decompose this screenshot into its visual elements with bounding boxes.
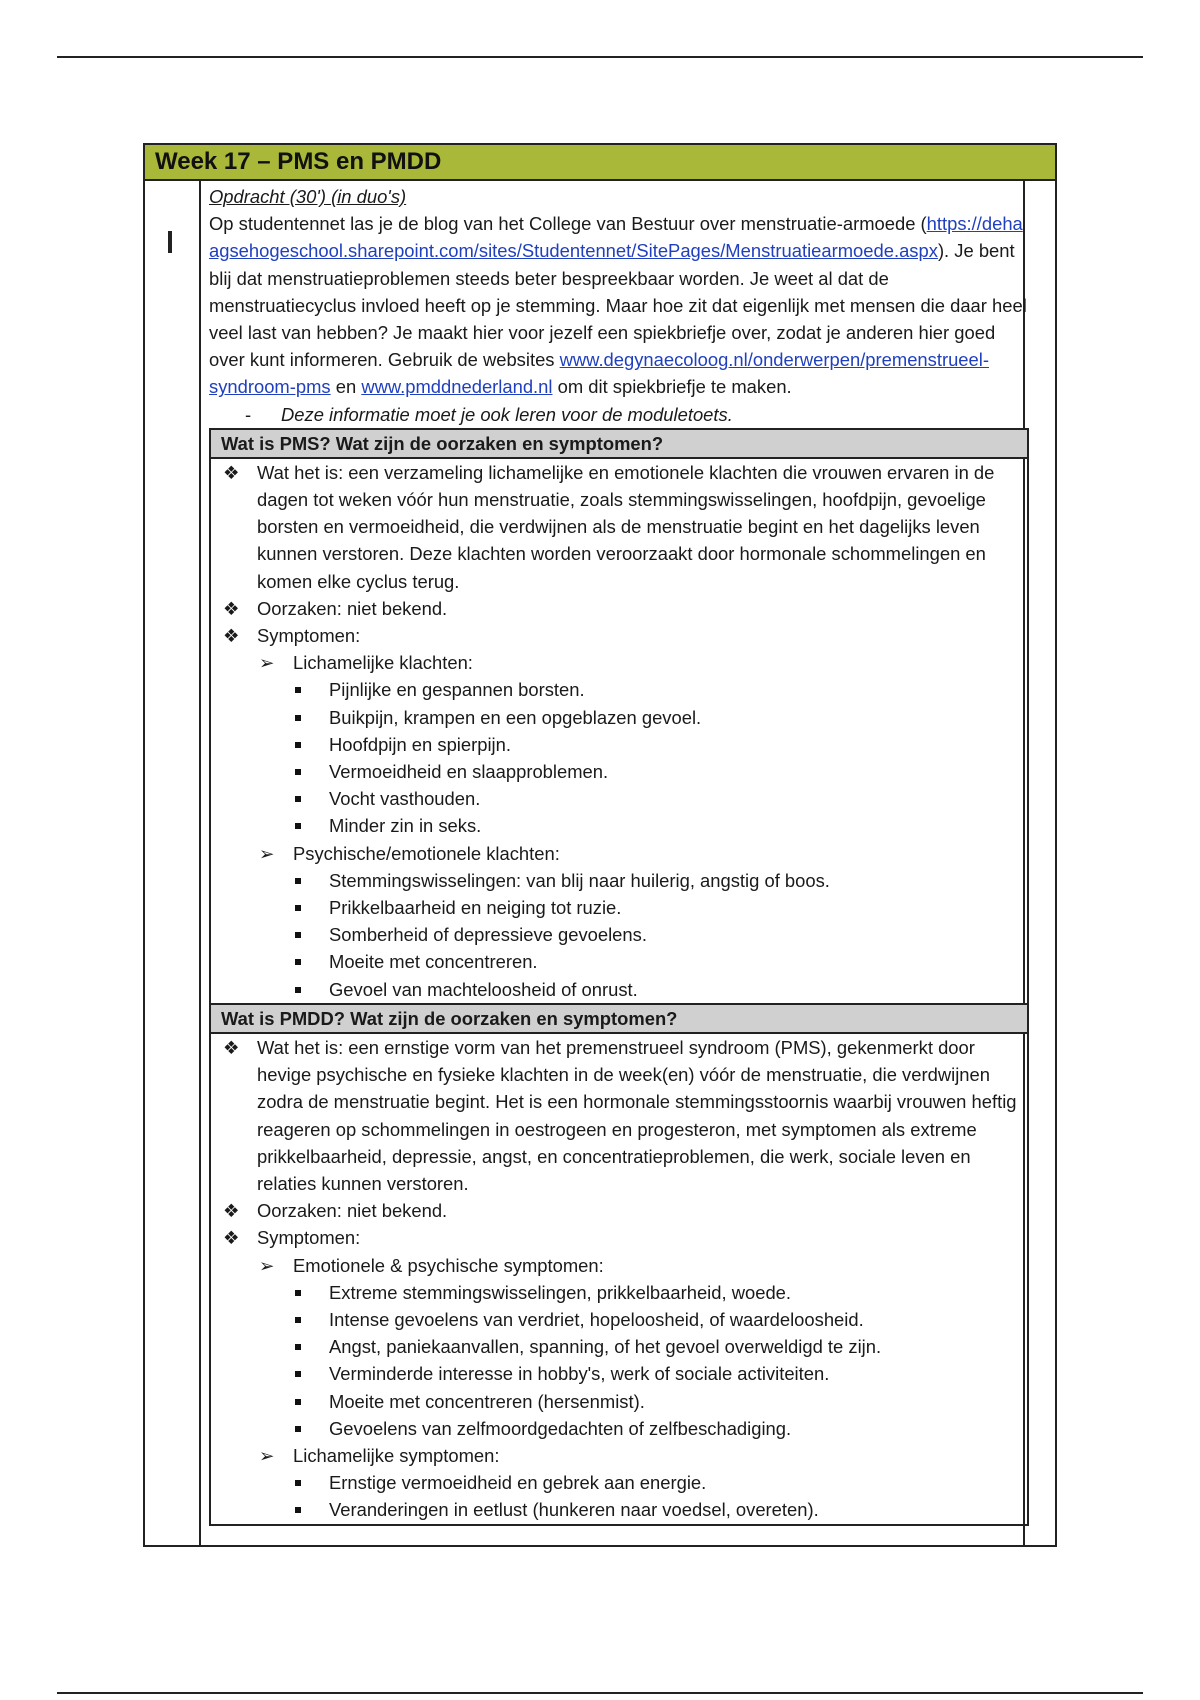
- list-item: [211, 894, 1027, 921]
- square-bullet-icon: [295, 742, 301, 748]
- pms-physical-item: Minder zin in seks.: [329, 815, 482, 837]
- list-item: [211, 840, 1027, 867]
- arrow-bullet-icon: ➢: [259, 842, 275, 864]
- list-item: [211, 1442, 1027, 1469]
- list-item: [211, 1279, 1027, 1306]
- intro-text-4: om dit spiekbriefje te maken.: [552, 376, 792, 398]
- pmdd-physical-item: Veranderingen in eetlust (hunkeren naar voedsel, overeten).: [329, 1499, 819, 1521]
- list-item: [211, 622, 1027, 649]
- diamond-bullet-icon: ❖: [223, 625, 240, 647]
- pms-psychic-item: Somberheid of depressieve gevoelens.: [329, 924, 647, 946]
- list-item: [211, 1360, 1027, 1387]
- list-item: [211, 1252, 1027, 1279]
- list-item: [211, 812, 1027, 839]
- pms-body: [211, 459, 1027, 1003]
- list-item: [211, 976, 1027, 1003]
- list-item: [211, 459, 1027, 595]
- pms-psychic-item: Moeite met concentreren.: [329, 951, 538, 973]
- list-item: [211, 1469, 1027, 1496]
- list-item: [211, 1034, 1027, 1197]
- intro-text-2: ). Je bent blij dat menstruatieproblemen steeds beter bespreekbaar worden. Je weet al dat de menstruatiecyclus invloed heeft op je stemming. Maar hoe zit dat eigenlijk met mensen die daar heel veel last van hebben? Je maakt hier voor jezelf een spiekbriefje over, zodat je anderen hier goed over kunt informeren. Gebruik de websites: [209, 240, 1027, 371]
- square-bullet-icon: [295, 715, 301, 721]
- square-bullet-icon: [295, 769, 301, 775]
- column-divider-left: [199, 181, 201, 1545]
- header-rule: [57, 56, 1143, 58]
- week-title: Week 17 – PMS en PMDD: [155, 148, 442, 175]
- diamond-bullet-icon: ❖: [223, 597, 240, 619]
- pmdd-symptoms-label: Symptomen:: [257, 1227, 361, 1249]
- pms-causes: Oorzaken: niet bekend.: [257, 597, 448, 619]
- list-item: [211, 649, 1027, 676]
- list-item: [211, 1415, 1027, 1442]
- pms-symptoms-label: Symptomen:: [257, 625, 361, 647]
- square-bullet-icon: [295, 932, 301, 938]
- list-item: [211, 595, 1027, 622]
- week-table: [143, 143, 1057, 1547]
- pms-psychic-item: Stemmingswisselingen: van blij naar huilerig, angstig of boos.: [329, 869, 830, 891]
- pms-psychic-item: Prikkelbaarheid en neiging tot ruzie.: [329, 897, 622, 919]
- pmdd-emotional-item: Extreme stemmingswisselingen, prikkelbaarheid, woede.: [329, 1281, 792, 1303]
- pms-physical-item: Hoofdpijn en spierpijn.: [329, 733, 511, 755]
- pms-physical-item: Pijnlijke en gespannen borsten.: [329, 679, 585, 701]
- assignment-title: Opdracht (30') (in duo's): [209, 186, 407, 207]
- square-bullet-icon: [295, 1290, 301, 1296]
- list-item: [211, 704, 1027, 731]
- assignment-intro: [209, 210, 1029, 400]
- square-bullet-icon: [295, 959, 301, 965]
- pms-psychic-item: Gevoel van machteloosheid of onrust.: [329, 978, 638, 1000]
- list-item: [211, 1388, 1027, 1415]
- degynaecoloog-link[interactable]: www.degynaecoloog.nl/onderwerpen/premenstrueel-syndroom-pms: [209, 349, 989, 398]
- note-text: Deze informatie moet je ook leren voor de moduletoets.: [281, 403, 733, 425]
- pmdd-what-it-is: Wat het is: een ernstige vorm van het premenstrueel syndroom (PMS), gekenmerkt door hevige psychische en fysieke klachten in de week(en) vóór de menstruatie, die verdwijnen zodra de menstruatie begint. Het is een hormonale stemmingsstoornis waarbij vrouwen heftig reageren op schommelingen in oestrogeen en progesteron, met symptomen als extreme prikkelbaarheid, depressie, angst, en concentratieproblemen, die werk, sociale leven en relaties kunnen verstoren.: [257, 1036, 1017, 1194]
- pms-physical-item: Buikpijn, krampen en een opgeblazen gevoel.: [329, 706, 702, 728]
- blog-link[interactable]: https://dehaagsehogeschool.sharepoint.com/sites/Studentennet/SitePages/Menstruatiearmoede.aspx: [209, 213, 1023, 262]
- square-bullet-icon: [295, 878, 301, 884]
- assignment-content: [209, 183, 1029, 1526]
- diamond-bullet-icon: ❖: [223, 1227, 240, 1249]
- list-item: [211, 867, 1027, 894]
- pmdd-emotional-item: Verminderde interesse in hobby's, werk of sociale activiteiten.: [329, 1363, 830, 1385]
- pmddnederland-link[interactable]: www.pmddnederland.nl: [361, 376, 553, 398]
- arrow-bullet-icon: ➢: [259, 652, 275, 674]
- list-item: [211, 1306, 1027, 1333]
- list-item: [211, 948, 1027, 975]
- footer-rule: [57, 1692, 1143, 1694]
- pms-physical-label: Lichamelijke klachten:: [293, 652, 473, 674]
- list-item: [211, 921, 1027, 948]
- intro-text-3: en: [330, 376, 362, 398]
- arrow-bullet-icon: ➢: [259, 1254, 275, 1276]
- arrow-bullet-icon: ➢: [259, 1444, 275, 1466]
- note-dash: -: [245, 403, 252, 425]
- list-item: [211, 731, 1027, 758]
- square-bullet-icon: [295, 1480, 301, 1486]
- intro-text-1: Op studentennet las je de blog van het College van Bestuur over menstruatie-armoede (: [209, 213, 927, 235]
- diamond-bullet-icon: ❖: [223, 1036, 240, 1058]
- pms-physical-item: Vocht vasthouden.: [329, 788, 481, 810]
- pmdd-physical-item: Ernstige vermoeidheid en gebrek aan energie.: [329, 1472, 707, 1494]
- pmdd-body: [211, 1034, 1027, 1524]
- square-bullet-icon: [295, 823, 301, 829]
- pmdd-emotional-item: Intense gevoelens van verdriet, hopeloosheid, of waardeloosheid.: [329, 1308, 864, 1330]
- pmdd-emotional-item: Angst, paniekaanvallen, spanning, of het gevoel overweldigd te zijn.: [329, 1336, 882, 1358]
- pmdd-emotional-item: Gevoelens van zelfmoordgedachten of zelfbeschadiging.: [329, 1417, 792, 1439]
- list-item: [211, 1197, 1027, 1224]
- list-item: [211, 758, 1027, 785]
- square-bullet-icon: [295, 987, 301, 993]
- square-bullet-icon: [295, 1317, 301, 1323]
- cursor-marker: [168, 231, 172, 253]
- square-bullet-icon: [295, 1426, 301, 1432]
- square-bullet-icon: [295, 1399, 301, 1405]
- pms-physical-item: Vermoeidheid en slaapproblemen.: [329, 761, 609, 783]
- square-bullet-icon: [295, 905, 301, 911]
- square-bullet-icon: [295, 1344, 301, 1350]
- list-item: [211, 1333, 1027, 1360]
- square-bullet-icon: [295, 687, 301, 693]
- square-bullet-icon: [295, 796, 301, 802]
- square-bullet-icon: [295, 1371, 301, 1377]
- pms-heading: Wat is PMS? Wat zijn de oorzaken en symptomen?: [211, 430, 1027, 459]
- list-item: [211, 1496, 1027, 1523]
- list-item: [211, 1224, 1027, 1251]
- list-item: [211, 676, 1027, 703]
- diamond-bullet-icon: ❖: [223, 461, 240, 483]
- pmdd-emotional-label: Emotionele & psychische symptomen:: [293, 1254, 604, 1276]
- study-note: [245, 401, 1029, 428]
- list-item: [211, 785, 1027, 812]
- diamond-bullet-icon: ❖: [223, 1200, 240, 1222]
- pmdd-causes: Oorzaken: niet bekend.: [257, 1200, 448, 1222]
- pmdd-heading: Wat is PMDD? Wat zijn de oorzaken en symptomen?: [211, 1005, 1027, 1034]
- pmdd-physical-label: Lichamelijke symptomen:: [293, 1444, 500, 1466]
- pmdd-box: [209, 1005, 1029, 1526]
- square-bullet-icon: [295, 1507, 301, 1513]
- week-header: [145, 145, 1055, 181]
- pms-psychic-label: Psychische/emotionele klachten:: [293, 842, 560, 864]
- week-body: [145, 181, 1055, 1545]
- pms-box: [209, 428, 1029, 1005]
- pms-what-it-is: Wat het is: een verzameling lichamelijke en emotionele klachten die vrouwen ervaren in de dagen tot weken vóór hun menstruatie, zoals stemmingswisselingen, hoofdpijn, gevoelige borsten en vermoeidheid, die verdwijnen als de menstruatie begint en het dagelijks leven kunnen verstoren. Deze klachten worden veroorzaakt door hormonale schommelingen en komen elke cyclus terug.: [257, 461, 995, 592]
- pmdd-emotional-item: Moeite met concentreren (hersenmist).: [329, 1390, 645, 1412]
